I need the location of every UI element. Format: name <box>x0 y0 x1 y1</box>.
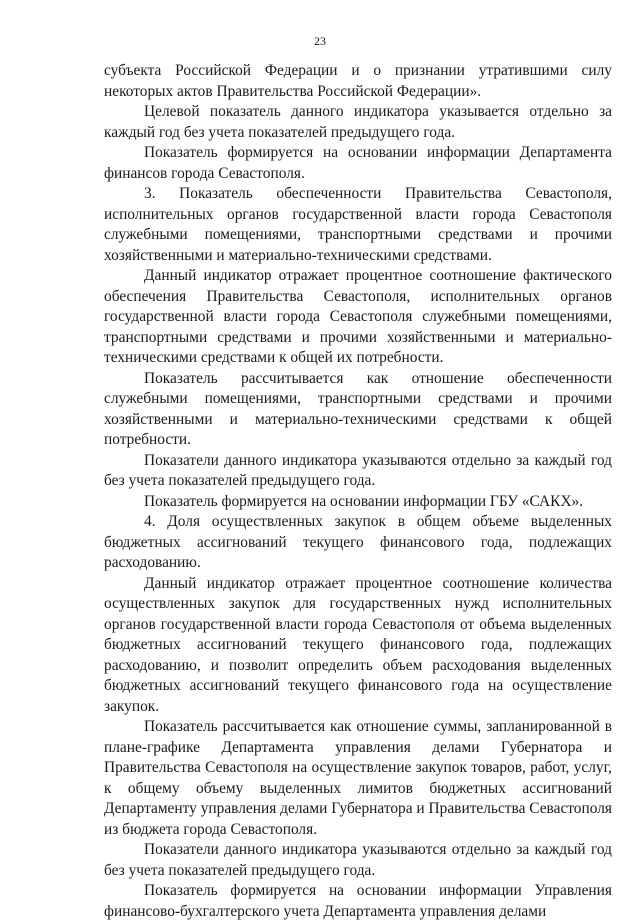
paragraph-target-indicator: Целевой показатель данного индикатора указывается отдельно за каждый год без учета показателей предыдущего года. <box>104 103 612 141</box>
document-body <box>104 61 612 922</box>
paragraph-indicator-4-heading: 4. Доля осуществленных закупок в общем объеме выделенных бюджетных ассигнований текущего финансового года, подлежащих расходованию. <box>104 513 612 571</box>
paragraph-indicator-4-yearly: Показатели данного индикатора указываются отдельно за каждый год без учета показателей предыдущего года. <box>104 841 612 879</box>
page-number: 23 <box>314 34 326 48</box>
paragraph-indicator-3-source: Показатель формируется на основании информации ГБУ «САКХ». <box>144 492 584 510</box>
paragraph-indicator-3-calculation: Показатель рассчитывается как отношение обеспеченности служебными помещениями, транспортными средствами и прочими хозяйственными и материально-техническими средствами к общей потребности. <box>104 369 612 448</box>
paragraph-continuation: субъекта Российской Федерации и о признании утратившими силу некоторых актов Правительства Российской Федерации». <box>104 62 612 100</box>
paragraph-indicator-3-description: Данный индикатор отражает процентное соотношение фактического обеспечения Правительства Севастополя, исполнительных органов государственной власти города Севастополя служебными помещениями, транспортными средствами и прочими хозяйственными и материально-техническими средствами к общей их потребности. <box>104 267 612 366</box>
paragraph-indicator-4-source: Показатель формируется на основании информации Управления финансово-бухгалтерского учета Департамента управления делами <box>104 882 612 920</box>
paragraph-indicator-4-calculation: Показатель рассчитывается как отношение суммы, запланированной в плане-графике Департамента управления делами Губернатора и Правительства Севастополя на осуществление закупок товаров, работ, услуг, к общему объему выделенных лимитов бюджетных ассигнований Департаменту управления делами Губернатора и Правительства Севастополя из бюджета города Севастополя. <box>104 718 612 838</box>
paragraph-indicator-3-yearly: Показатели данного индикатора указываются отдельно за каждый год без учета показателей предыдущего года. <box>104 451 612 489</box>
paragraph-source-finance-dept: Показатель формируется на основании информации Департамента финансов города Севастополя. <box>104 144 612 182</box>
paragraph-indicator-3-heading: 3. Показатель обеспеченности Правительства Севастополя, исполнительных органов государственной власти города Севастополя служебными помещениями, транспортными средствами и прочими хозяйственными и материально-техническими средствами. <box>104 185 612 264</box>
paragraph-indicator-4-description: Данный индикатор отражает процентное соотношение количества осуществленных закупок для государственных нужд исполнительных органов государственной власти города Севастополя от объема выделенных бюджетных ассигнований текущего финансового года, подлежащих расходованию, и позволит определить объем расходования выделенных бюджетных ассигнований текущего финансового года на осуществление закупок. <box>104 574 612 715</box>
